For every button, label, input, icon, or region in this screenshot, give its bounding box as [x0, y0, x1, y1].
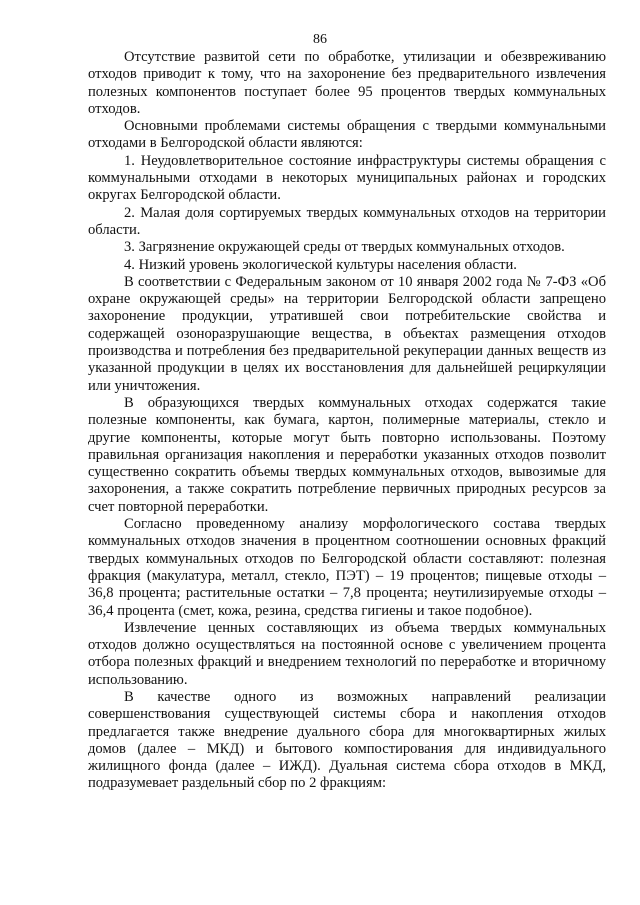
paragraph-morphology: Согласно проведенному анализу морфологического состава твердых коммунальных отходов значения в процентном соотношении основных фракций твердых коммунальных отходов по Белгородской области составляют: полезная фракция (макулатура, металл, стекло, ПЭТ) – 19 процентов; пищевые отходы – 36,8 процента; растительные остатки – 7,8 процента; неутилизируемые отходы – 36,4 процента (смет, кожа, резина, средства гигиены и такое подобное).: [88, 516, 606, 619]
paragraph-waste-network: Отсутствие развитой сети по обработке, утилизации и обезвреживанию отходов приводит к тому, что на захоронение без предварительного извлечения полезных компонентов поступает более 95 процентов твердых коммунальных отходов.: [88, 49, 606, 117]
list-item-sorting-share: 2. Малая доля сортируемых твердых коммунальных отходов на территории области.: [88, 204, 606, 238]
paragraph-dual-collection: В качестве одного из возможных направлений реализации совершенствования существующей системы сбора и накопления отходов предлагается также внедрение дуального сбора для многоквартирных жилых домов (далее – МКД) и бытового компостирования для индивидуального жилищного фонда (далее – ИЖД). Дуальная система сбора отходов в МКД, подразумевает раздельный сбор по 2 фракциям:: [88, 688, 606, 792]
paragraph-main-problems: Основными проблемами системы обращения с твердыми коммунальными отходами в Белгородской области являются:: [88, 118, 606, 152]
paragraph-extraction: Извлечение ценных составляющих из объема твердых коммунальных отходов должно осуществляться на постоянной основе с увеличением процента отбора полезных фракций и внедрением технологий по переработке и вторичному использованию.: [88, 619, 606, 688]
paragraph-federal-law: В соответствии с Федеральным законом от 10 января 2002 года № 7-ФЗ «Об охране окружающей среды» на территории Белгородской области запрещено захоронение продукции, утратившей свои потребительские свойства и содержащей озоноразрушающие вещества, в объектах размещения отходов производства и потребления без предварительной рекуперации данных веществ из указанной продукции в целях их восстановления для дальнейшей рециркуляции или уничтожения.: [88, 273, 606, 394]
page-number: 86: [313, 32, 327, 47]
list-item-infrastructure: 1. Неудовлетворительное состояние инфраструктуры системы обращения с коммунальными отходами в некоторых муниципальных районах и городских округах Белгородской области.: [88, 152, 606, 204]
list-item-eco-culture: 4. Низкий уровень экологической культуры населения области.: [124, 256, 517, 273]
paragraph-useful-components: В образующихся твердых коммунальных отходах содержатся такие полезные компоненты, как бумага, картон, полимерные материалы, стекло и другие компоненты, которые могут быть повторно использованы. Поэтому правильная организация накопления и переработки указанных отходов позволит существенно сократить объемы твердых коммунальных отходов, вывозимые для захоронения, а также сократить потребление первичных природных ресурсов за счет повторной переработки.: [88, 394, 606, 515]
list-item-pollution: 3. Загрязнение окружающей среды от твердых коммунальных отходов.: [124, 239, 565, 256]
document-body: [88, 49, 606, 793]
